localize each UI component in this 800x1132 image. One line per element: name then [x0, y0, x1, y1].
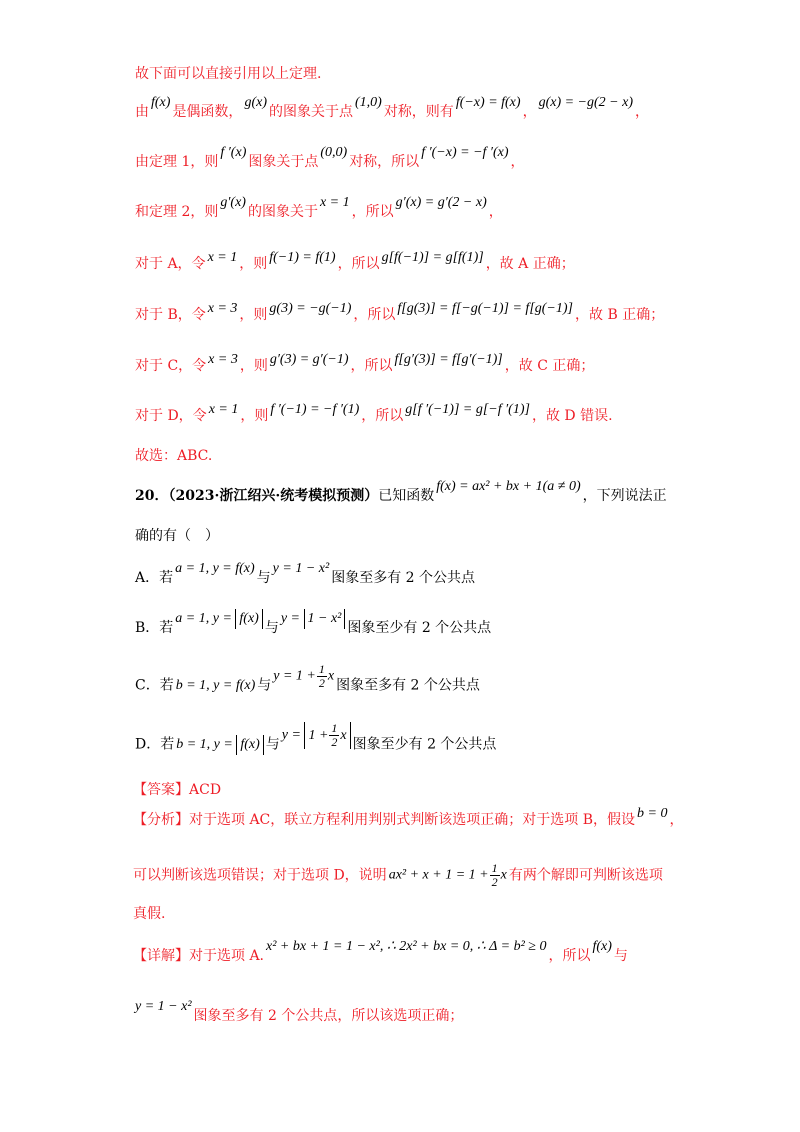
math-expr: y = 1 + $\frac{1}{2}$ x: [282, 722, 351, 749]
math-expr: g′(x) = g′(2 − x): [395, 195, 487, 210]
detail-label: 【详解】: [133, 948, 189, 964]
math-expr: ax² + x + 1 = 1 + $\frac{1}{2}$ x: [388, 861, 507, 889]
answer-line: [133, 780, 680, 800]
option-c: C．若 b = 1, y = f(x) 与y = 1 + $\frac{1}{2}$ x图象至多有 2 个公共点: [135, 662, 480, 694]
math-expr: y = 1 + $\frac{1}{2}$ x: [273, 662, 335, 690]
question-number: 20．: [135, 488, 169, 504]
analysis-label: 【分析】: [133, 812, 189, 828]
math-expr: (0,0): [320, 145, 348, 160]
detail-line: 【详解】对于选项 A.x² + bx + 1 = 1 − x², ∴ 2x² + bx = 0, ∴ Δ = b² ≥ 0，所以f(x)与: [133, 939, 628, 964]
question-stem: 20．（2023·浙江绍兴·统考模拟预测）已知函数f(x) = ax² + bx + 1(a ≠ 0)，下列说法正: [135, 479, 667, 504]
math-expr: f(x): [151, 95, 171, 110]
answer-value: ACD: [189, 782, 222, 798]
text-line: 故下面可以直接引用以上定理.: [135, 66, 322, 82]
math-expr: f(x) = ax² + bx + 1(a ≠ 0): [436, 479, 581, 494]
detail-line: y = 1 − x²图象至多有 2 个公共点，所以该选项正确；: [135, 999, 464, 1024]
text-line: 由定理 1，则f ′(x)图象关于点(0,0)对称，所以f ′(−x) = −f ′(x)，: [135, 145, 525, 170]
math-expr: y = 1 − x²: [281, 609, 346, 629]
text-line: 对于 C，令 x = 3 ，则 g′(3) = g′(−1) ，所以 f[g′(3)] = f[g′(−1)] ，故 C 正确；: [135, 352, 595, 374]
analysis-line: 真假.: [133, 906, 166, 922]
text-line: 对于 A，令 x = 1 ，则 f(−1) = f(1) ，所以 g[f(−1)] = g[f(1)] ，故 A 正确；: [135, 250, 575, 272]
math-expr: g(x) = −g(2 − x): [538, 95, 633, 110]
math-expr: x = 3: [207, 301, 238, 316]
math-expr: a = 1, y = f(x): [175, 561, 255, 576]
math-expr: f ′(x): [220, 145, 247, 160]
math-expr: b = 1, y = f(x): [175, 677, 256, 693]
text-line: 和定理 2，则g′(x)的图象关于x = 1，所以g′(x) = g′(2 − x)，: [135, 195, 503, 220]
question-source: （2023·浙江绍兴·统考模拟预测）: [168, 488, 379, 504]
answer-label: 【答案】: [133, 782, 189, 798]
math-expr: f[g(3)] = f[−g(−1)] = f[g(−1)]: [397, 301, 573, 316]
math-expr: b = 1, y = f(x): [176, 735, 264, 755]
math-expr: g[f ′(−1)] = g[−f ′(1)]: [405, 402, 530, 417]
math-expr: g[f(−1)] = g[f(1)]: [381, 250, 484, 265]
question-stem-cont: 确的有（ ）: [135, 528, 219, 544]
analysis-line: 【分析】对于选项 AC，联立方程利用判别式判断该选项正确；对于选项 B，假设 b = 0 ，: [133, 806, 684, 828]
math-expr: f ′(−x) = −f ′(x): [421, 145, 509, 160]
math-expr: x = 1: [319, 195, 350, 210]
math-expr: (1,0): [354, 95, 382, 110]
math-expr: a = 1, y = f(x): [175, 609, 263, 629]
text-line: 对于 D，令 x = 1 ，则 f ′(−1) = −f ′(1) ，所以 g[f ′(−1)] = g[−f ′(1)] ，故 D 错误.: [135, 402, 613, 424]
math-expr: f(−x) = f(x): [455, 95, 521, 110]
option-d: D．若 b = 1, y = f(x) 与y = 1 + $\frac{1}{2}$ x 图象至少有 2 个公共点: [135, 721, 497, 753]
math-expr: y = 1 − x²: [272, 561, 330, 576]
math-expr: f ′(−1) = −f ′(1): [270, 402, 360, 417]
math-expr: f[g′(3)] = f[g′(−1)]: [394, 352, 503, 367]
math-expr: f(x): [592, 939, 612, 954]
math-expr: f(−1) = f(1): [269, 250, 336, 265]
math-expr: g′(x): [220, 195, 246, 210]
math-expr: x² + bx + 1 = 1 − x², ∴ 2x² + bx = 0, ∴ Δ = b² ≥ 0: [266, 939, 547, 954]
math-expr: y = 1 − x²: [135, 999, 192, 1014]
math-expr: x = 3: [208, 352, 238, 367]
math-expr: g(3) = −g(−1): [269, 301, 352, 316]
math-expr: g(x): [244, 95, 267, 110]
text-line: 对于 B，令 x = 3 ，则 g(3) = −g(−1) ，所以 f[g(3)] = f[−g(−1)] = f[g(−1)] ，故 B 正确；: [135, 301, 665, 323]
math-expr: g′(3) = g′(−1): [269, 352, 349, 367]
option-a: A．若a = 1, y = f(x)与y = 1 − x²图象至多有 2 个公共点: [135, 561, 476, 586]
math-expr: x = 1: [207, 250, 238, 265]
text-line: 故选：ABC.: [135, 448, 213, 464]
math-expr: b = 0: [637, 806, 668, 821]
option-b: B．若a = 1, y = f(x)与y = 1 − x²图象至少有 2 个公共点: [135, 611, 492, 636]
analysis-line: 可以判断该选项错误；对于选项 D，说明 ax² + x + 1 = 1 + $\frac{1}{2}$ x 有两个解即可判断该选项: [133, 861, 663, 889]
math-expr: x = 1: [208, 402, 239, 417]
text-line: 由f(x)是偶函数，g(x)的图象关于点(1,0)对称，则有f(−x) = f(x)，g(x) = −g(2 − x)，: [135, 95, 649, 120]
